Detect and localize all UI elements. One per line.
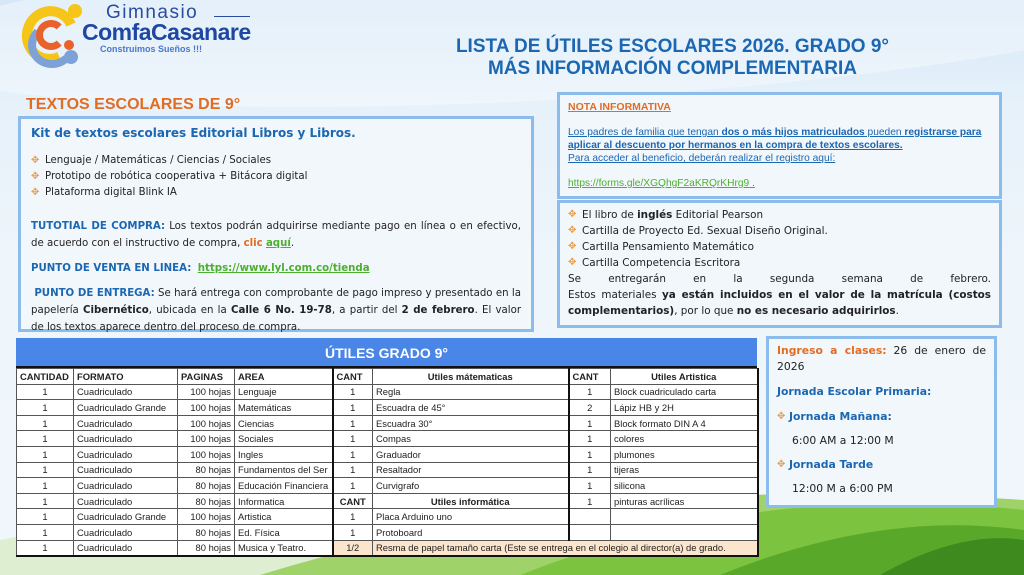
area-cell: Ed. Física [235, 524, 333, 540]
nota-title: NOTA INFORMATIVA [568, 101, 671, 113]
entrega-fecha: Se entregarán en la segunda semana de febrero. [568, 273, 991, 285]
cant-cell: 1 [333, 509, 373, 525]
table-row [17, 524, 758, 540]
cant-cell: 1 [333, 431, 373, 447]
formato-cell: Cuadriculado [74, 524, 178, 540]
table-row [17, 462, 758, 478]
utiles-artistica-cell: pinturas acrílicas [611, 493, 758, 509]
logo-line [214, 16, 250, 17]
textos-section-title: TEXTOS ESCOLARES DE 9° [26, 96, 241, 113]
forms-link[interactable]: https://forms.gle/XGQhgF2aKRQrKHrg9 [568, 178, 750, 189]
header-cant: CANT [333, 369, 373, 385]
header-cantidad: CANTIDAD [17, 369, 74, 385]
utiles-matematicas-cell: Graduador [373, 446, 569, 462]
list-item: ✥ Cartilla Pensamiento Matemático [568, 241, 754, 253]
star-bullet-icon: ✥ [31, 187, 40, 198]
table-title: ÚTILES GRADO 9° [16, 338, 757, 368]
jornada-manana: ✥ Jornada Mañana: [777, 410, 892, 423]
title-line-1: LISTA DE ÚTILES ESCOLARES 2026. GRADO 9° [455, 36, 890, 57]
cant-cell: 1 [333, 478, 373, 494]
area-cell: Lenguaje [235, 384, 333, 400]
list-item: ✥ Cartilla Competencia Escritora [568, 257, 741, 269]
utiles-informatica-cell: Protoboard [373, 524, 569, 540]
utiles-matematicas-cell: Escuadra de 45° [373, 400, 569, 416]
resma-cant-cell: 1/2 [333, 540, 373, 556]
area-cell: Artistica [235, 509, 333, 525]
empty-cell [569, 524, 611, 540]
table-row [17, 400, 758, 416]
kit-title: Kit de textos escolares Editorial Libros y Libros. [31, 126, 356, 140]
area-cell: Fundamentos del Ser [235, 462, 333, 478]
utiles-artistica-cell: tijeras [611, 462, 758, 478]
logo-orange-dot [64, 40, 74, 50]
cant-cell: 1 [569, 478, 611, 494]
area-cell: Ciencias [235, 415, 333, 431]
formato-cell: Cuadriculado [74, 478, 178, 494]
list-item: ✥ El libro de inglés Editorial Pearson [568, 209, 764, 221]
cant-cell: 1 [569, 446, 611, 462]
table-row [17, 493, 758, 509]
star-bullet-icon: ✥ [777, 411, 786, 422]
cant-cell: 1 [333, 384, 373, 400]
tarde-horario: 12:00 M a 6:00 PM [792, 482, 893, 495]
paginas-cell: 100 hojas [178, 384, 235, 400]
horario-box [766, 336, 997, 508]
cantidad-cell: 1 [17, 509, 74, 525]
cantidad-cell: 1 [17, 540, 74, 556]
jornada-tarde: ✥ Jornada Tarde [777, 458, 874, 471]
empty-cell [611, 524, 758, 540]
area-cell: Musica y Teatro. [235, 540, 333, 556]
textos-list [31, 153, 521, 201]
logo-yellow-dot [68, 4, 82, 18]
cantidad-cell: 1 [17, 493, 74, 509]
cant-cell: 1 [569, 493, 611, 509]
table-row [17, 540, 758, 556]
utiles-artistica-cell: Block cuadriculado carta [611, 384, 758, 400]
star-bullet-icon: ✥ [568, 241, 577, 252]
header-utiles-matematicas: Utiles mátematicas [373, 369, 569, 385]
paginas-cell: 80 hojas [178, 462, 235, 478]
cant-cell: 1 [569, 415, 611, 431]
empty-cell [569, 509, 611, 525]
utiles-artistica-cell: Lápiz HB y 2H [611, 400, 758, 416]
logo-slogan: Construimos Sueños !!! [100, 44, 203, 54]
star-bullet-icon: ✥ [568, 209, 577, 220]
formato-cell: Cuadriculado Grande [74, 400, 178, 416]
utiles-matematicas-cell: Escuadra 30° [373, 415, 569, 431]
star-bullet-icon: ✥ [31, 155, 40, 166]
paginas-cell: 80 hojas [178, 524, 235, 540]
cant-cell: 1 [569, 462, 611, 478]
utiles-artistica-cell: colores [611, 431, 758, 447]
formato-cell: Cuadriculado [74, 415, 178, 431]
utiles-informatica-cell: Placa Arduino uno [373, 509, 569, 525]
utiles-table [16, 338, 757, 557]
utiles-matematicas-cell: Resaltador [373, 462, 569, 478]
list-item: ✥ Cartilla de Proyecto Ed. Sexual Diseño Original. [568, 225, 828, 237]
tienda-link[interactable]: https://www.lyl.com.co/tienda [197, 263, 370, 274]
cant-cell: 1 [569, 431, 611, 447]
star-bullet-icon: ✥ [777, 459, 786, 470]
cantidad-cell: 1 [17, 446, 74, 462]
logo-brand: ComfaCasanare [82, 19, 251, 45]
star-bullet-icon: ✥ [568, 257, 577, 268]
tutorial-paragraph: TUTOTIAL DE COMPRA: Los textos podrán adquirirse mediante pago en línea o en efectivo, de acuerdo con el instructivo de compra, clic aquí. [31, 221, 521, 249]
nota-link-row: https://forms.gle/XGQhgF2aKRQrKHrg9 . [568, 178, 755, 189]
formato-cell: Cuadriculado [74, 384, 178, 400]
school-logo [20, 0, 260, 70]
table-row [17, 478, 758, 494]
star-bullet-icon: ✥ [31, 171, 40, 182]
materiales-nota: Estos materiales ya están incluidos en el valor de la matrícula (costos complementarios), por lo que no es necesario adquirirlos. [568, 289, 991, 317]
header-area: AREA [235, 369, 333, 385]
area-cell: Matemáticas [235, 400, 333, 416]
utiles-matematicas-cell: Curvigrafo [373, 478, 569, 494]
area-cell: Sociales [235, 431, 333, 447]
tutorial-link[interactable]: aquí [265, 238, 291, 249]
formato-cell: Cuadriculado [74, 493, 178, 509]
cantidad-cell: 1 [17, 478, 74, 494]
clic-text: clic [243, 238, 263, 249]
logo-orange-ring [36, 20, 66, 50]
page-title [380, 36, 965, 80]
formato-cell: Cuadriculado [74, 431, 178, 447]
ingreso-clases: Ingreso a clases: 26 de enero de 2026 [777, 344, 986, 373]
area-cell: Educación Financiera [235, 478, 333, 494]
entrega-paragraph: PUNTO DE ENTREGA: Se hará entrega con comprobante de pago impreso y presentado en la papelería Cibernético, ubicada en la Calle 6 No. 19-78, a partir del 2 de febrero. El valor de los textos aparece dentro del proceso de compra. [31, 288, 522, 333]
table-row [17, 431, 758, 447]
paginas-cell: 80 hojas [178, 540, 235, 556]
table-row [17, 446, 758, 462]
utiles-artistica-cell: plumones [611, 446, 758, 462]
formato-cell: Cuadriculado [74, 540, 178, 556]
cantidad-cell: 1 [17, 462, 74, 478]
star-bullet-icon: ✥ [568, 225, 577, 236]
cantidad-cell: 1 [17, 384, 74, 400]
table-row [17, 415, 758, 431]
paginas-cell: 100 hojas [178, 446, 235, 462]
materiales-box [557, 200, 1002, 328]
table-header-row [17, 369, 758, 385]
header-cant: CANT [333, 493, 373, 509]
header-paginas: PAGINAS [178, 369, 235, 385]
cant-cell: 1 [569, 384, 611, 400]
cant-cell: 1 [333, 524, 373, 540]
cant-cell: 2 [569, 400, 611, 416]
cant-cell: 1 [333, 446, 373, 462]
nota-informativa-box [557, 92, 1002, 199]
venta-paragraph: PUNTO DE VENTA EN LINEA: https://www.lyl.com.co/tienda [31, 263, 370, 274]
paginas-cell: 80 hojas [178, 493, 235, 509]
formato-cell: Cuadriculado [74, 446, 178, 462]
utiles-artistica-cell: silicona [611, 478, 758, 494]
paginas-cell: 100 hojas [178, 400, 235, 416]
logo-gimnasio: Gimnasio [106, 2, 199, 23]
utiles-grid [16, 368, 759, 557]
list-item: ✥ Lenguaje / Matemáticas / Ciencias / Sociales [31, 153, 521, 169]
header-formato: FORMATO [74, 369, 178, 385]
header-cant: CANT [569, 369, 611, 385]
list-item: ✥ Prototipo de robótica cooperativa + Bitácora digital [31, 169, 521, 185]
cantidad-cell: 1 [17, 400, 74, 416]
area-cell: Ingles [235, 446, 333, 462]
header-utiles-informatica: Utiles informática [373, 493, 569, 509]
cantidad-cell: 1 [17, 431, 74, 447]
cant-cell: 1 [333, 415, 373, 431]
cant-cell: 1 [333, 462, 373, 478]
resma-item-cell: Resma de papel tamaño carta (Este se entrega en el colegio al director(a) de grado. [373, 540, 758, 556]
materiales-list [568, 207, 991, 271]
list-item: ✥ Plataforma digital Blink IA [31, 185, 521, 201]
paginas-cell: 100 hojas [178, 415, 235, 431]
table-row [17, 384, 758, 400]
cantidad-cell: 1 [17, 415, 74, 431]
utiles-matematicas-cell: Compas [373, 431, 569, 447]
header-utiles-artistica: Utiles Artistica [611, 369, 758, 385]
cantidad-cell: 1 [17, 524, 74, 540]
formato-cell: Cuadriculado Grande [74, 509, 178, 525]
textos-box [18, 116, 534, 332]
utiles-matematicas-cell: Regla [373, 384, 569, 400]
jornada-title: Jornada Escolar Primaria: [777, 385, 932, 398]
paginas-cell: 100 hojas [178, 509, 235, 525]
paginas-cell: 80 hojas [178, 478, 235, 494]
logo-blue-dot [64, 50, 78, 64]
table-row [17, 509, 758, 525]
utiles-artistica-cell: Block formato DIN A 4 [611, 415, 758, 431]
paginas-cell: 100 hojas [178, 431, 235, 447]
area-cell: Informatica [235, 493, 333, 509]
nota-text: Los padres de familia que tengan dos o más hijos matriculados pueden registrarse para aplicar al descuento por hermanos en la compra de textos escolares. Para acceder al beneficio, deberán realizar el registro aquí: [568, 127, 982, 164]
formato-cell: Cuadriculado [74, 462, 178, 478]
cant-cell: 1 [333, 400, 373, 416]
empty-cell [611, 509, 758, 525]
manana-horario: 6:00 AM a 12:00 M [792, 434, 894, 447]
title-line-2: MÁS INFORMACIÓN COMPLEMENTARIA [487, 58, 858, 79]
